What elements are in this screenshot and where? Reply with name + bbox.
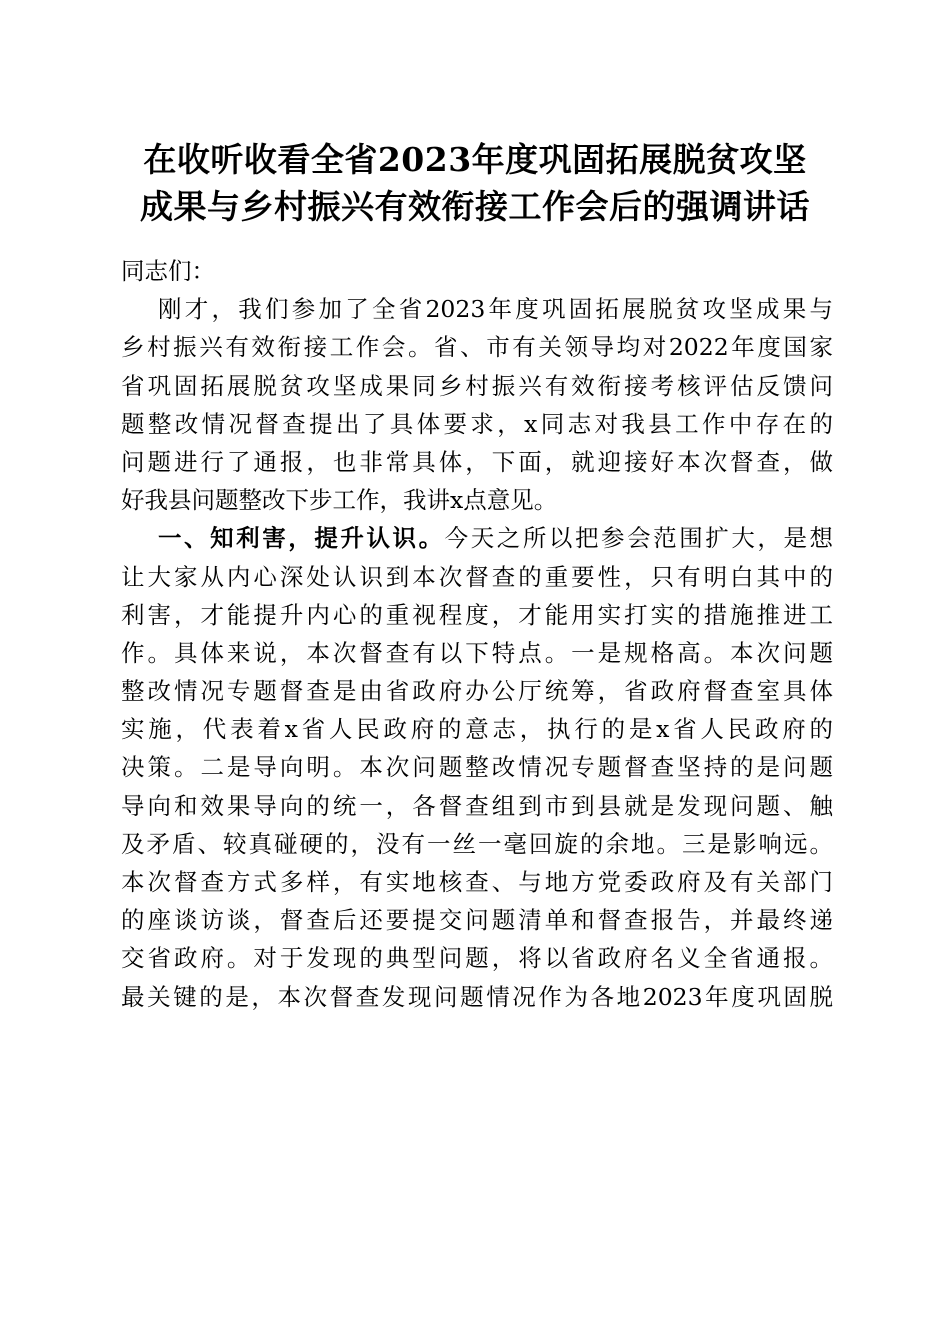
paragraph-line: 本次督查方式多样，有实地核查、与地方党委政府及有关部门: [121, 868, 833, 896]
document-title: [100, 136, 850, 230]
paragraph-line: 省巩固拓展脱贫攻坚成果同乡村振兴有效衔接考核评估反馈问: [121, 371, 833, 400]
section-heading: 一、知利害，提升认识。: [158, 524, 445, 553]
paragraph-line: 问题进行了通报，也非常具体，下面，就迎接好本次督查，做: [121, 447, 833, 476]
paragraph-line: 刚才，我们参加了全省2023年度巩固拓展脱贫攻坚成果与: [158, 295, 833, 324]
title-line: 在收听收看全省2023年度巩固拓展脱贫攻坚: [143, 140, 807, 179]
paragraph-line: 最关键的是，本次督查发现问题情况作为各地2023年度巩固脱: [121, 982, 833, 1011]
paragraph-line: 让大家从内心深处认识到本次督查的重要性，只有明白其中的: [121, 562, 833, 591]
paragraph-line: 及矛盾、较真碰硬的，没有一丝一毫回旋的余地。三是影响远。: [121, 829, 833, 858]
paragraph-line: 乡村振兴有效衔接工作会。省、市有关领导均对2022年度国家: [121, 333, 833, 362]
paragraph-line: 利害，才能提升内心的重视程度，才能用实打实的措施推进工: [121, 600, 833, 629]
paragraph-line: 实施，代表着x省人民政府的意志，执行的是x省人民政府的: [121, 715, 833, 744]
title-line: 成果与乡村振兴有效衔接工作会后的强调讲话: [140, 187, 810, 226]
section-1: [121, 519, 833, 1015]
document-body: [121, 252, 833, 1016]
paragraph-line: 的座谈访谈，督查后还要提交问题清单和督查报告，并最终递: [121, 906, 833, 935]
paragraph-line: 交省政府。对于发现的典型问题，将以省政府名义全省通报。: [121, 944, 833, 973]
section-first-line-text: 今天之所以把参会范围扩大，是想: [444, 524, 834, 553]
salutation: 同志们：: [121, 257, 215, 285]
paragraph-line: 导向和效果导向的统一，各督查组到市到县就是发现问题、触: [121, 791, 833, 820]
paragraph-line: 整改情况专题督查是由省政府办公厅统筹，省政府督查室具体: [121, 677, 833, 706]
paragraph-line: 决策。二是导向明。本次问题整改情况专题督查坚持的是问题: [121, 753, 833, 782]
paragraph-line: 作。具体来说，本次督查有以下特点。一是规格高。本次问题: [121, 638, 833, 667]
paragraph-line: 题整改情况督查提出了具体要求，x同志对我县工作中存在的: [121, 409, 833, 438]
section-first-line: [121, 519, 833, 557]
paragraph-line: 好我县问题整改下步工作，我讲x点意见。: [121, 486, 558, 515]
paragraph-1: [121, 290, 833, 519]
